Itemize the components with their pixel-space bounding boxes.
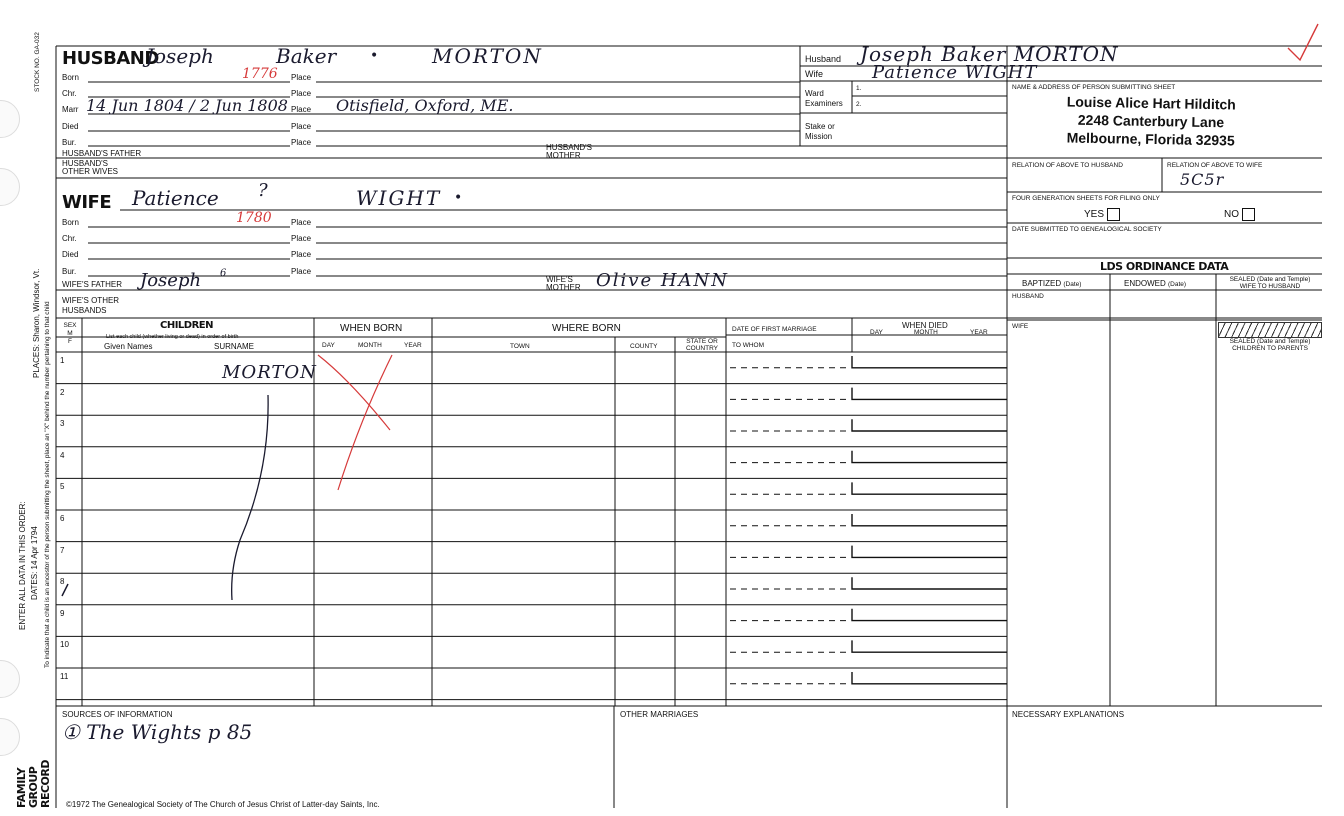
husband-born-date: 1776 (242, 66, 278, 82)
husband-marr-place-label: Place (291, 105, 312, 114)
child-row-number: 7 (60, 545, 65, 555)
child-row-number: 11 (60, 672, 69, 681)
death-date-bracket (852, 356, 1007, 368)
child-row-number: 5 (60, 482, 65, 492)
wife-bur-label: Bur. (62, 267, 77, 276)
wife-born-label: Born (62, 218, 79, 227)
children-header: CHILDREN (160, 320, 214, 331)
sources-value: ① The Wights p 85 (62, 720, 253, 744)
side-instructions-3: To indicate that a child is an ancestor of the person submitting the sheet, place an "X" behind the number pertaining to that child (44, 301, 51, 668)
husband-other-wives-label: HUSBAND'S OTHER WIVES (62, 159, 119, 176)
relation-wife-value: 5C5r (1180, 170, 1225, 189)
date-submitted-label: DATE SUBMITTED TO GENEALOGICAL SOCIETY (1012, 226, 1162, 233)
wife-died-label: Died (62, 250, 79, 259)
wife-born-place-label: Place (291, 218, 312, 227)
death-date-bracket (852, 609, 1007, 621)
given-names-header: Given Names (104, 342, 153, 351)
wife-label: WIFE (62, 192, 112, 213)
side-instructions-2: DATES: 14 Apr 1794 (30, 526, 39, 600)
yes-checkbox[interactable] (1107, 208, 1120, 221)
sealed-children-header: SEALED (Date and Temple) CHILDREN TO PARENTS (1229, 338, 1311, 352)
husband-given-name: Joseph (146, 44, 214, 68)
child-row-number: 8 (60, 577, 65, 587)
wife-born-date: 1780 (236, 210, 272, 226)
husband-died-label: Died (62, 122, 79, 131)
wife-died-place-label: Place (291, 250, 312, 259)
death-date-bracket (852, 388, 1007, 400)
husband-middle-name: Baker (276, 44, 337, 68)
submitter-city: Melbourne, Florida 32935 (1066, 129, 1235, 149)
when-died-header: WHEN DIED (902, 321, 948, 330)
husband-died-place-label: Place (291, 122, 312, 131)
stake-mission-label: Stake or Mission (805, 122, 835, 141)
submitter-label: NAME & ADDRESS OF PERSON SUBMITTING SHEET (1012, 84, 1176, 91)
sealed-wife-header: SEALED (Date and Temple) WIFE TO HUSBAND (1229, 276, 1311, 290)
where-born-header: WHERE BORN (552, 323, 621, 334)
header-wife-name: Patience WIGHT (872, 62, 1038, 83)
necessary-explanations-label: NECESSARY EXPLANATIONS (1012, 710, 1125, 719)
born-month-header: MONTH (358, 342, 382, 349)
died-year-header: YEAR (970, 329, 988, 336)
examiners-label: Examiners (805, 99, 843, 108)
four-generation-label: FOUR GENERATION SHEETS FOR FILING ONLY (1012, 195, 1160, 202)
wife-name-mark: • (454, 190, 463, 206)
lds-husband-label: HUSBAND (1012, 293, 1044, 300)
family-group-record-sheet: STOCK NO. GA-032 PLACES: Sharon, Windsor, Vt. ENTER ALL DATA IN THIS ORDER: DATES: 14 Apr 1794 To indicate that a child is an ancestor of the person submitting the sheet, place an "X" behind the number pertaining to that child FAMILY GROUP RECORD HUSBAND Joseph Baker • MORTON Born 1776 Place Chr. Place Marr 14 Jun 1804 / 2 Jun 1808 Place Otisfield, Oxford, ME. Died Place Bur. Place HUSBAND'S FATHER HUSBAND'S MOTHER HUSBAND'S OTHER WIVES WIFE Patience ? WIGHT • Born 1780 Place Chr. Place Died Place Bur. Place WIFE'S FATHER Joseph 6 WIFE'S MOTHER Olive HANN WIFE'S OTHER HUSBANDS Husband Joseph Baker MORTON Wife Patience WIGHT Ward Examiners 1. 2. Stake or Mission NAME & ADDRESS OF PERSON SUBMITTING SHEET Louise Alice Hart Hilditch 2248 Canterbury Lane Melbourne, Florida 32935 RELATION OF ABOVE TO HUSBAND RELATION OF ABOVE TO WIFE 5C5r FOUR GENERATION SHEETS FOR FILING ONLY YES NO DATE SUBMITTED TO GENEALOGICAL SOCIETY LDS ORDINANCE DATA BAPTIZED (Date) ENDOWED (Date) SEALED (Date and Temple) WIFE TO HUSBAND HUSBAND WIFE SEALED (Date and Temple) CHILDREN TO PARENTS SEX M F CHILDREN List each child (whether living or dead) in order of birth Given Names SURNAME WHEN BORN DAY MONTH YEAR WHERE BORN TOWN COUNTY STATE OR COUNTRY DATE OF FIRST MARRIAGE TO WHOM WHEN DIED DAY MONTH YEAR 1 2 3 4 5 6 7 8 9 10 11 MORTON SOURCES OF INFORMATION ① The Wights p 85 OTHER MARRIAGES NECESSARY EXPLANATIONS ©1972 The Genealogical Society of The Church of Jesus Christ of Latter-day Saints, Inc. (0, 0, 1344, 816)
submitter-name: Louise Alice Hart Hilditch (1066, 93, 1236, 113)
examiner-1: 1. (856, 85, 862, 92)
child-row-number: 6 (60, 514, 65, 523)
other-marriages-label: OTHER MARRIAGES (620, 710, 699, 719)
husband-bur-place-label: Place (291, 138, 312, 147)
wife-father-label: WIFE'S FATHER (62, 280, 123, 289)
death-date-bracket (852, 419, 1007, 431)
husband-father-label: HUSBAND'S FATHER (62, 149, 142, 158)
four-gen-yes[interactable]: YES (1084, 208, 1120, 221)
children-subheader: List each child (whether living or dead) in order of birth (106, 334, 239, 340)
wife-given-name: Patience (132, 186, 219, 210)
wife-surname: WIGHT (356, 186, 442, 210)
child-row-number: 1 (60, 356, 65, 365)
husband-name-mark: • (370, 48, 379, 64)
death-date-bracket (852, 577, 1007, 589)
death-date-bracket (852, 672, 1007, 684)
wife-chr-place-label: Place (291, 234, 312, 243)
wife-name-query: ? (258, 180, 268, 201)
child-row-number: 2 (60, 387, 65, 397)
county-header: COUNTY (630, 343, 658, 350)
death-date-bracket (852, 482, 1007, 494)
when-born-header: WHEN BORN (340, 323, 403, 334)
husband-label: HUSBAND (62, 48, 159, 69)
wife-father-name: Joseph (140, 270, 202, 291)
copyright-notice: ©1972 The Genealogical Society of The Church of Jesus Christ of Latter-day Saints, Inc. (66, 800, 380, 809)
husband-chr-label: Chr. (62, 89, 77, 98)
sources-label: SOURCES OF INFORMATION (62, 710, 173, 719)
wife-bur-place-label: Place (291, 267, 312, 276)
wife-father-mark: 6 (220, 268, 227, 279)
submitter-street: 2248 Canterbury Lane (1077, 111, 1225, 131)
lds-ordinance-title: LDS ORDINANCE DATA (1100, 260, 1229, 273)
examiner-2: 2. (856, 101, 862, 108)
born-year-header: YEAR (404, 342, 422, 349)
red-x-mark (318, 355, 392, 490)
died-day-header: DAY (870, 329, 883, 336)
husband-born-place-label: Place (291, 73, 312, 82)
no-checkbox[interactable] (1242, 208, 1255, 221)
header-husband-label: Husband (805, 54, 842, 64)
side-places: PLACES: Sharon, Windsor, Vt. (32, 268, 41, 378)
husband-marr-place: Otisfield, Oxford, ME. (336, 96, 514, 115)
husband-marr-label: Marr (62, 105, 79, 114)
endowed-header: ENDOWED (Date) (1124, 279, 1187, 288)
hatched-cell (1218, 322, 1322, 338)
surname-header: SURNAME (214, 342, 255, 351)
four-gen-no[interactable]: NO (1224, 208, 1255, 221)
ditto-line (232, 395, 268, 600)
header-wife-label: Wife (805, 69, 823, 79)
child-row-number: 10 (60, 640, 69, 650)
baptized-header: BAPTIZED (Date) (1022, 279, 1082, 288)
child-row-number: 9 (60, 608, 65, 618)
stock-number: STOCK NO. GA-032 (34, 32, 41, 92)
side-instructions-1: ENTER ALL DATA IN THIS ORDER: (18, 501, 27, 630)
red-check-mark (1288, 24, 1318, 60)
to-whom-header: TO WHOM (732, 342, 765, 349)
child-row-number: 4 (60, 450, 65, 460)
wife-mother-label: WIFE'S MOTHER (546, 275, 581, 292)
death-date-bracket (852, 451, 1007, 463)
relation-wife-label: RELATION OF ABOVE TO WIFE (1167, 162, 1263, 169)
child-row-number: 3 (60, 419, 65, 429)
death-date-bracket (852, 514, 1007, 526)
born-day-header: DAY (322, 342, 335, 349)
sex-header: SEX M F (63, 322, 77, 345)
death-date-bracket (852, 640, 1007, 652)
wife-chr-label: Chr. (62, 234, 77, 243)
first-marriage-header: DATE OF FIRST MARRIAGE (732, 326, 817, 333)
wife-other-husbands-label: WIFE'S OTHER HUSBANDS (62, 296, 120, 315)
death-date-bracket (852, 546, 1007, 558)
husband-bur-label: Bur. (62, 138, 77, 147)
ward-label: Ward (805, 89, 824, 98)
husband-marr-date: 14 Jun 1804 / 2 Jun 1808 (86, 96, 288, 115)
husband-mother-label: HUSBAND'S MOTHER (546, 143, 592, 160)
wife-mother-name: Olive HANN (596, 270, 730, 291)
town-header: TOWN (510, 343, 530, 350)
child-1-surname: MORTON (222, 362, 317, 383)
submitter-address-stamp (1036, 92, 1267, 150)
husband-born-label: Born (62, 73, 79, 82)
husband-chr-place-label: Place (291, 89, 312, 98)
husband-surname: MORTON (432, 44, 543, 68)
relation-husband-label: RELATION OF ABOVE TO HUSBAND (1012, 162, 1123, 169)
lds-wife-label: WIFE (1012, 323, 1029, 330)
died-month-header: MONTH (914, 329, 938, 336)
state-country-header: STATE OR COUNTRY (685, 338, 719, 352)
header-husband-name: Joseph Baker MORTON (860, 42, 1119, 66)
